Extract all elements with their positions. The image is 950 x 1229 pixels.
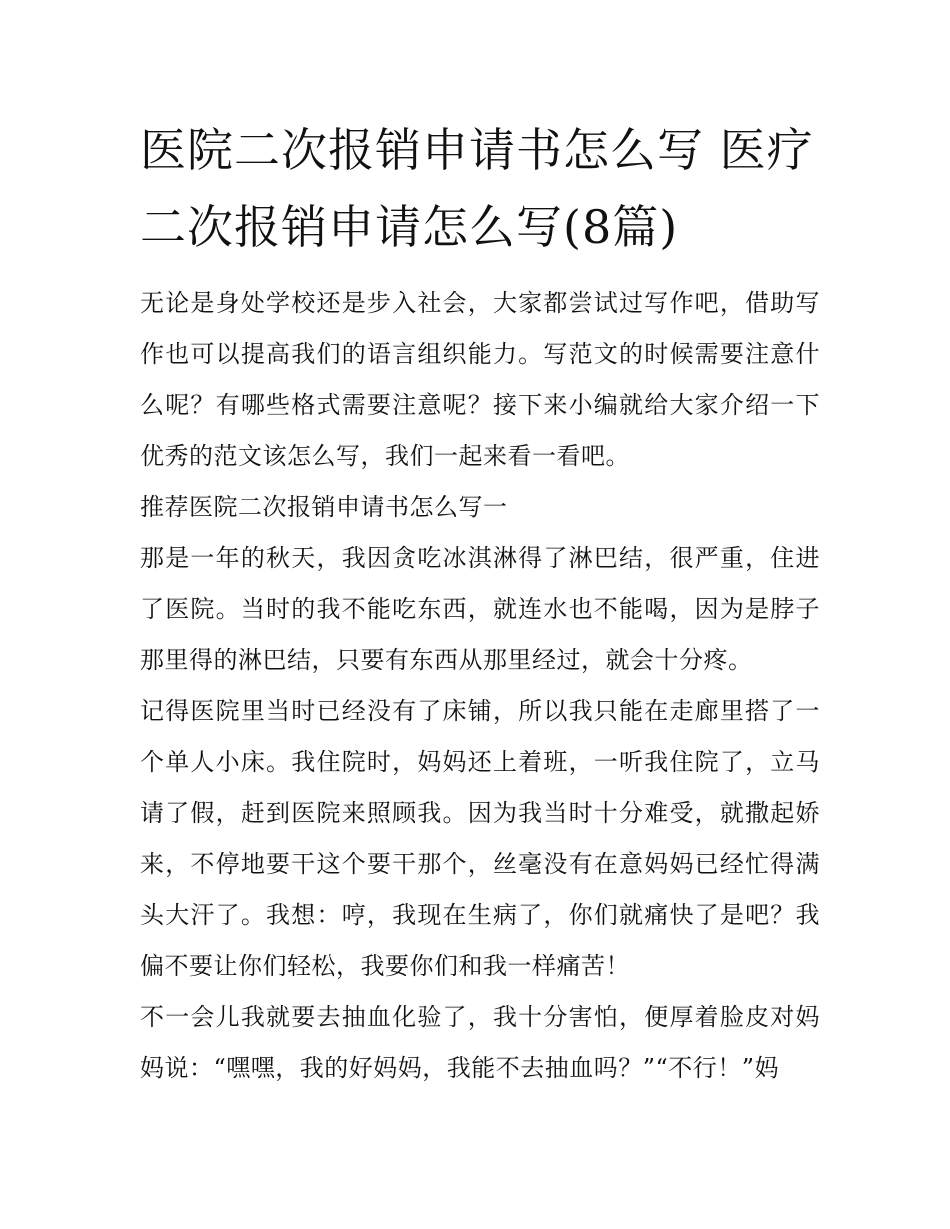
document-title: 医院二次报销申请书怎么写 医疗二次报销申请怎么写(8篇) [140, 123, 814, 254]
section-heading: 推荐医院二次报销申请书怎么写一 [140, 493, 508, 521]
body-paragraph: 那是一年的秋天，我因贪吃冰淇淋得了淋巴结，很严重，住进了医院。当时的我不能吃东西，就连水也不能喝，因为是脖子那里得的淋巴结，只要有东西从那里经过，就会十分疼。 [140, 544, 820, 674]
body-paragraph: 不一会儿我就要去抽血化验了，我十分害怕，便厚着脸皮对妈妈说：“嘿嘿，我的好妈妈，我能不去抽血吗？”“不行！”妈 [140, 1003, 820, 1082]
document-body [140, 278, 820, 1094]
body-paragraph: 记得医院里当时已经没有了床铺，所以我只能在走廊里搭了一个单人小床。我住院时，妈妈还上着班，一听我住院了，立马请了假，赶到医院来照顾我。因为我当时十分难受，就撒起娇来，不停地要干这个要干那个，丝毫没有在意妈妈已经忙得满头大汗了。我想：哼，我现在生病了，你们就痛快了是吧？我偏不要让你们轻松，我要你们和我一样痛苦！ [140, 697, 820, 980]
intro-paragraph: 无论是身处学校还是步入社会，大家都尝试过写作吧，借助写作也可以提高我们的语言组织能力。写范文的时候需要注意什么呢？有哪些格式需要注意呢？接下来小编就给大家介绍一下优秀的范文该怎么写，我们一起来看一看吧。 [140, 289, 820, 470]
